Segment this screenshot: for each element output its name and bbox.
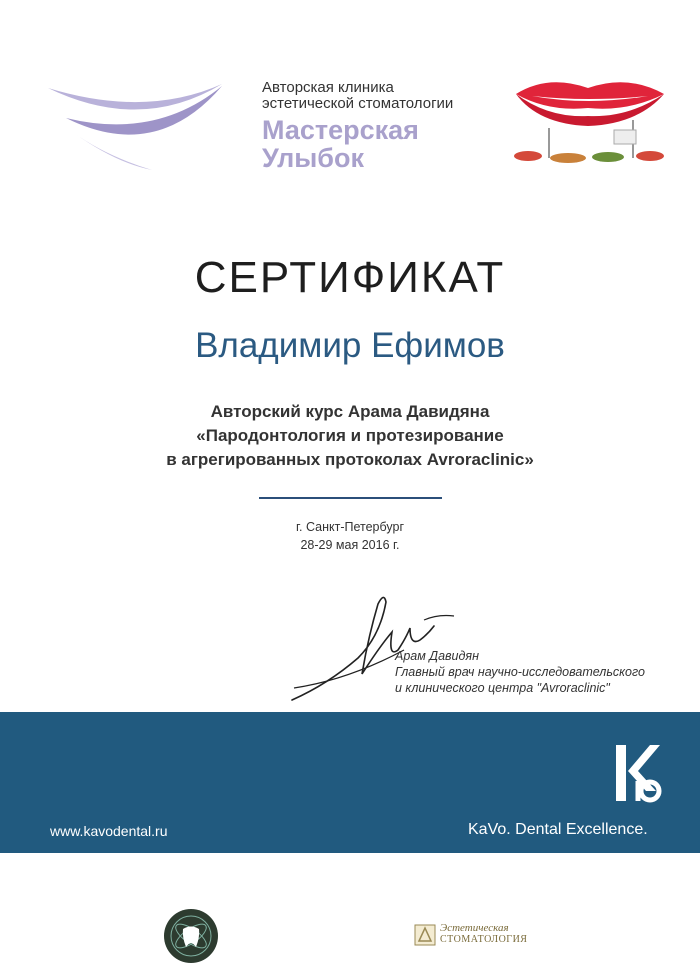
- lips-illustration: [508, 72, 670, 168]
- course-block: [0, 400, 700, 472]
- journal-line1: Эстетическая: [440, 922, 509, 934]
- signatory-position-line1: Главный врач научно-исследовательского: [395, 665, 645, 679]
- city: г. Санкт-Петербург: [295, 520, 404, 534]
- dates: 28-29 мая 2016 г.: [300, 538, 400, 552]
- divider: [259, 497, 442, 499]
- clinic-subtitle-line1: Авторская клиника: [262, 79, 394, 96]
- society-seal-icon: [162, 907, 220, 965]
- place-date-block: [0, 518, 700, 554]
- certificate-title: СЕРТИФИКАТ: [194, 253, 506, 302]
- clinic-name-line1: Мастерская: [262, 115, 419, 145]
- journal-line2: СТОМАТОЛОГИЯ: [440, 934, 528, 945]
- journal-logo-text: [440, 923, 527, 945]
- course-line2: «Пародонтология и протезирование: [196, 426, 504, 445]
- sponsor-website-link[interactable]: www.kavodental.ru: [50, 823, 168, 839]
- signatory-position-line2: и клинического центра "Avroraclinic": [395, 681, 610, 695]
- clinic-title-block: [262, 80, 453, 172]
- course-line1: Авторский курс Арама Давидяна: [210, 402, 490, 421]
- sponsor-slogan: KaVo. Dental Excellence.: [468, 821, 648, 838]
- kavo-logo: [614, 741, 664, 807]
- journal-logo-icon: [414, 924, 436, 946]
- course-line3: в агрегированных протоколах Avroraclinic»: [166, 450, 534, 469]
- signatory-block: [395, 648, 645, 696]
- signatory-name: Арам Давидян: [395, 649, 479, 663]
- clinic-name-line2: Улыбок: [262, 143, 364, 173]
- recipient-name: Владимир Ефимов: [195, 326, 505, 365]
- clinic-smile-logo: [46, 78, 236, 173]
- clinic-subtitle-line2: эстетической стоматологии: [262, 95, 454, 112]
